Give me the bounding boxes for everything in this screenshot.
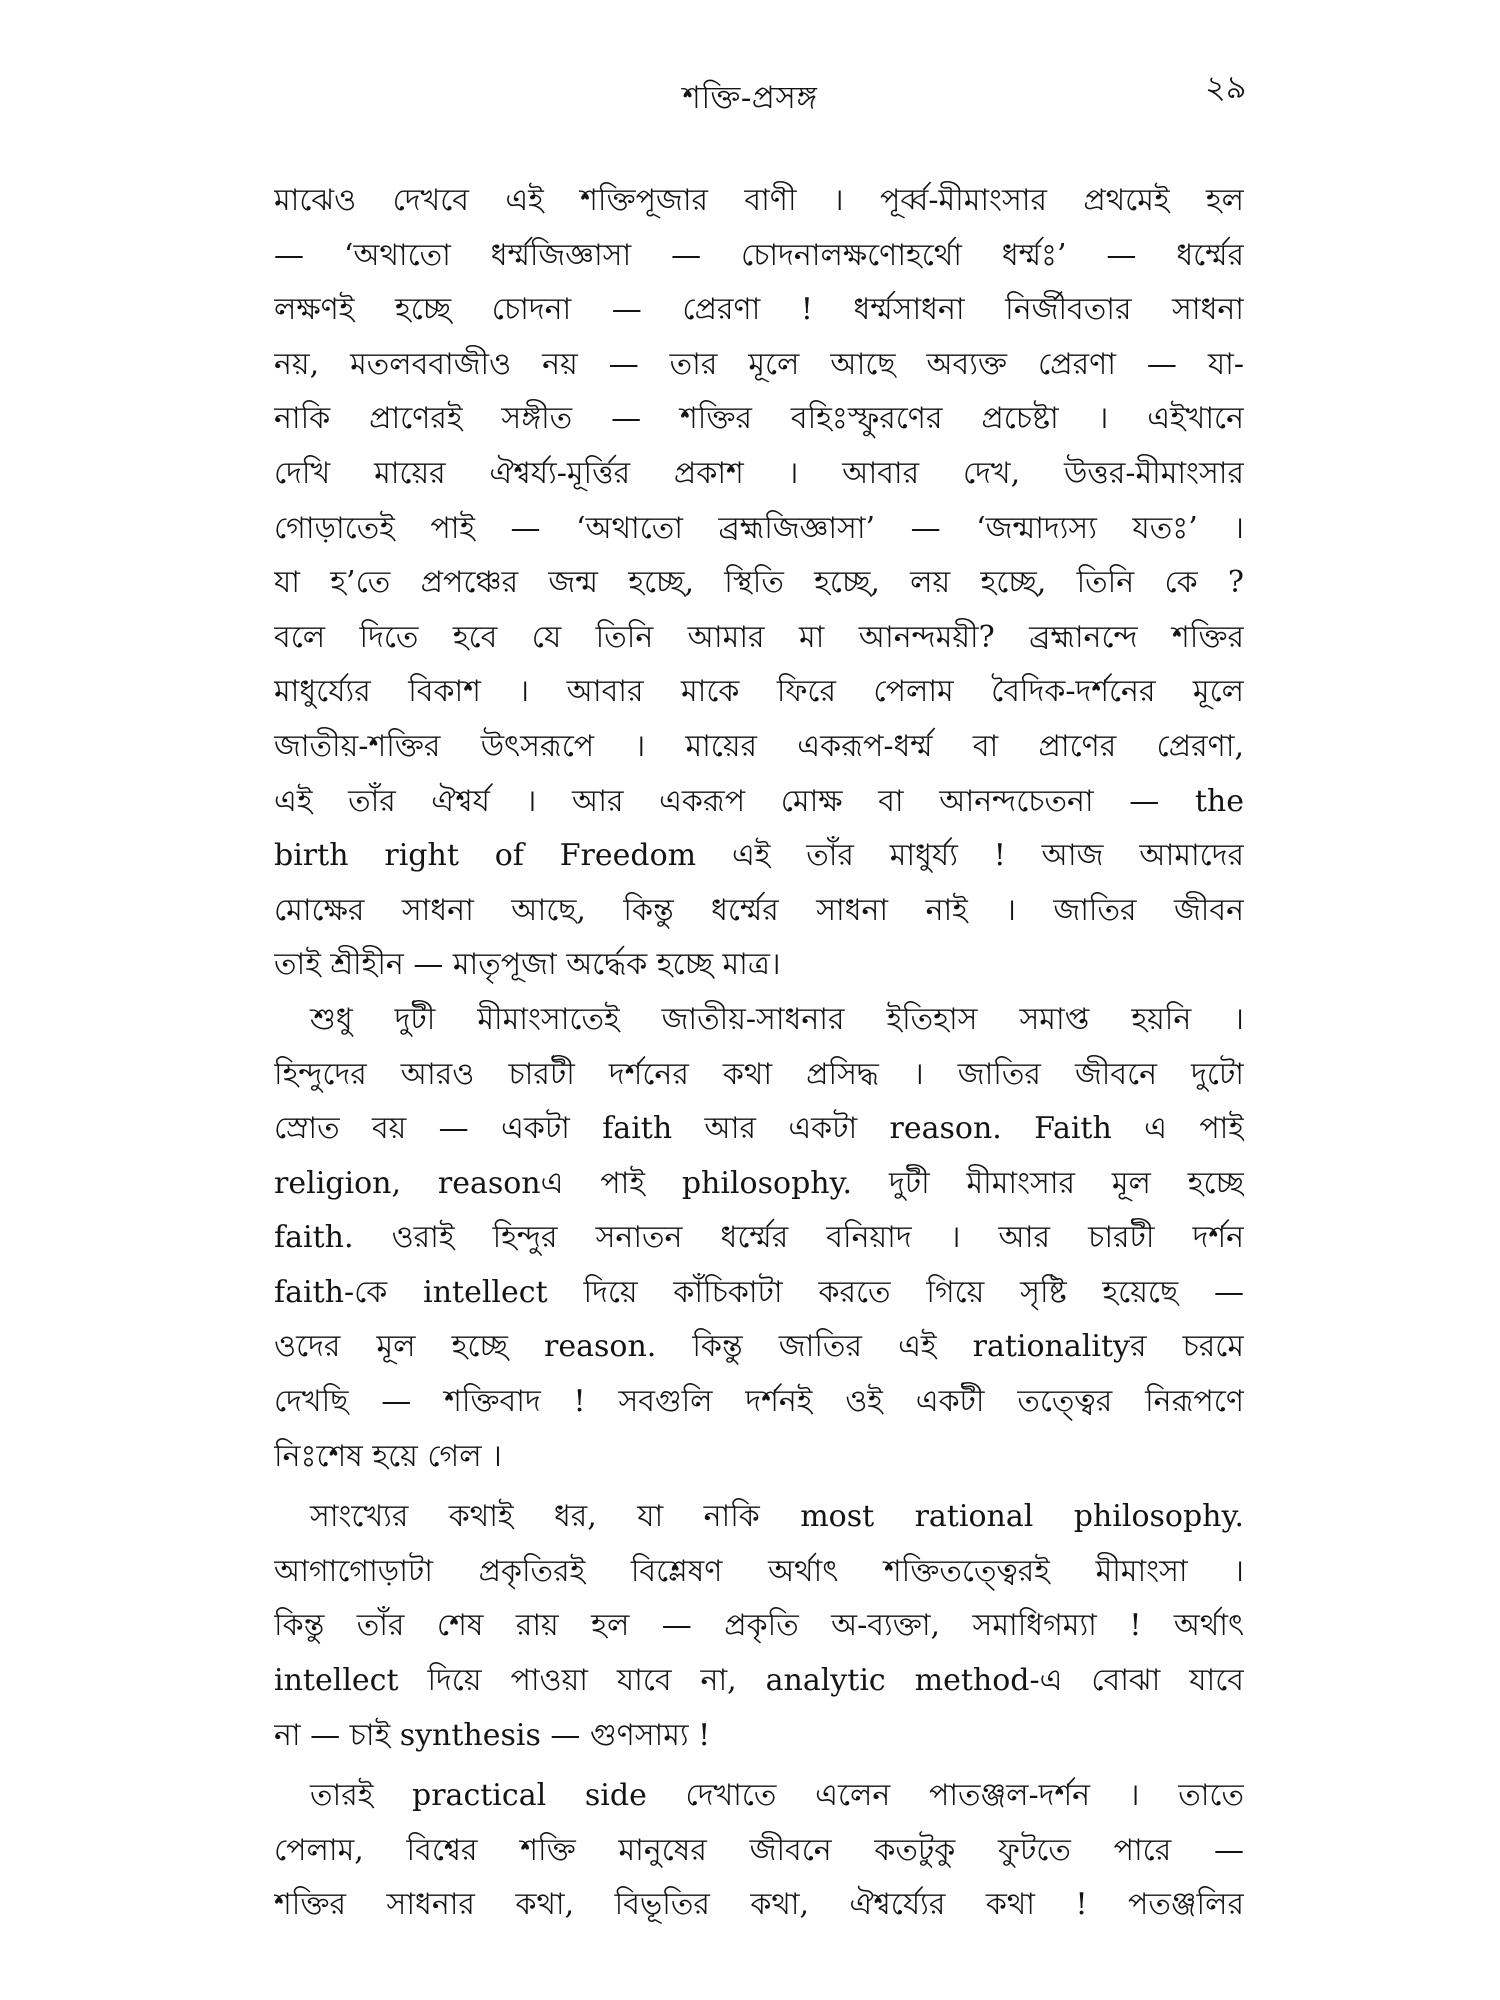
text-line: তারই practical side দেখাতে এলেন পাতঞ্জল-দর্শন । তাতে xyxy=(310,1778,1244,1814)
text-line: সাংখ্যের কথাই ধর, যা নাকি most rational philosophy. xyxy=(310,1499,1244,1535)
text-line: তাই শ্রীহীন — মাতৃপূজা অর্দ্ধেক হচ্ছে মাত্র। xyxy=(274,947,781,983)
text-line: নাকি প্রাণেরই সঙ্গীত — শক্তির বহিঃস্ফুরণের প্রচেষ্টা । এইখানে xyxy=(274,401,1244,437)
text-line: নিঃশেষ হয়ে গেল । xyxy=(274,1438,502,1474)
page-number: ২৯ xyxy=(1205,68,1247,106)
text-line: কিন্তু তাঁর শেষ রায় হল — প্রকৃতি অ-ব্যক্তা, সমাধিগম্যা ! অর্থাৎ xyxy=(274,1608,1244,1644)
text-line: মাঝেও দেখবে এই শক্তিপূজার বাণী । পূর্ব্ব-মীমাংসার প্রথমেই হল xyxy=(274,183,1244,218)
text-line: গোড়াতেই পাই — ‘অথাতো ব্রহ্মজিজ্ঞাসা’ — ‘জন্মাদ্যস্য যতঃ’ । xyxy=(274,510,1244,546)
text-line: এই তাঁর ঐশ্বর্য । আর একরূপ মোক্ষ বা আনন্দচেতনা — the xyxy=(274,783,1244,819)
text-line: আগাগোড়াটা প্রকৃতিরই বিশ্লেষণ অর্থাৎ শক্তিতত্ত্বেরই মীমাংসা । xyxy=(274,1553,1244,1589)
text-line: intellect দিয়ে পাওয়া যাবে না, analytic method-এ বোঝা যাবে xyxy=(274,1663,1244,1699)
text-line: যা হ’তে প্রপঞ্চের জন্ম হচ্ছে, স্থিতি হচ্ছে, লয় হচ্ছে, তিনি কে ? xyxy=(274,565,1244,601)
text-line: religion, reasonএ পাই philosophy. দুটী মীমাংসার মূল হচ্ছে xyxy=(274,1165,1244,1201)
text-line: মোক্ষের সাধনা আছে, কিন্তু ধর্ম্মের সাধনা নাই । জাতির জীবন xyxy=(274,892,1244,928)
text-line: শক্তির সাধনার কথা, বিভূতির কথা, ঐশ্বর্য্যের কথা ! পতঞ্জলির xyxy=(274,1887,1244,1923)
text-line: লক্ষণই হচ্ছে চোদনা — প্রেরণা ! ধর্ম্মসাধনা নির্জীবতার সাধনা xyxy=(274,292,1244,328)
text-line: দেখি মায়ের ঐশ্বর্য্য-মূর্ত্তির প্রকাশ । আবার দেখ, উত্তর-মীমাংসার xyxy=(274,455,1244,491)
text-line: না — চাই synthesis — গুণসাম্য ! xyxy=(274,1717,711,1753)
text-line: জাতীয়-শক্তির উৎসরূপে । মায়ের একরূপ-ধর্ম্ম বা প্রাণের প্রেরণা, xyxy=(274,728,1244,764)
text-line: নয়, মতলববাজীও নয় — তার মূলে আছে অব্যক্ত প্রেরণা — যা- xyxy=(274,346,1244,382)
text-line: বলে দিতে হবে যে তিনি আমার মা আনন্দময়ী? ব্রহ্মানন্দে শক্তির xyxy=(274,619,1244,655)
text-line: — ‘অথাতো ধর্ম্মজিজ্ঞাসা — চোদনালক্ষণোহর্থো ধর্ম্মঃ’ — ধর্ম্মের xyxy=(274,237,1244,273)
text-line: ওদের মূল হচ্ছে reason. কিন্তু জাতির এই rationalityর চরমে xyxy=(274,1329,1244,1365)
text-line: দেখছি — শক্তিবাদ ! সবগুলি দর্শনই ওই একটী তত্ত্বের নিরূপণে xyxy=(274,1384,1244,1420)
text-line: মাধুর্য্যের বিকাশ । আবার মাকে ফিরে পেলাম বৈদিক-দর্শনের মূলে xyxy=(274,674,1244,710)
paragraph-4 xyxy=(274,1769,1244,1933)
text-line: birth right of Freedom এই তাঁর মাধুর্য্য ! আজ আমাদের xyxy=(274,838,1244,874)
paragraph-3 xyxy=(274,1490,1244,1763)
text-line: হিন্দুদের আরও চারটী দর্শনের কথা প্রসিদ্ধ । জাতির জীবনে দুটো xyxy=(274,1056,1244,1092)
paragraph-1 xyxy=(274,174,1244,993)
paragraph-2 xyxy=(274,993,1244,1484)
text-line: স্রোত বয় — একটা faith আর একটা reason. Faith এ পাই xyxy=(274,1111,1244,1147)
running-title: শক্তি-প্রসঙ্গ xyxy=(682,80,818,116)
text-line: শুধু দুটী মীমাংসাতেই জাতীয়-সাধনার ইতিহাস সমাপ্ত হয়নি । xyxy=(310,1001,1244,1037)
text-line: faith-কে intellect দিয়ে কাঁচিকাটা করতে গিয়ে সৃষ্টি হয়েছে — xyxy=(274,1274,1244,1310)
text-line: faith. ওরাই হিন্দুর সনাতন ধর্ম্মের বনিয়াদ । আর চারটী দর্শন xyxy=(274,1220,1244,1256)
body-text xyxy=(274,174,1244,1933)
text-line: পেলাম, বিশ্বের শক্তি মানুষের জীবনে কতটুকু ফুটতে পারে — xyxy=(274,1832,1244,1868)
